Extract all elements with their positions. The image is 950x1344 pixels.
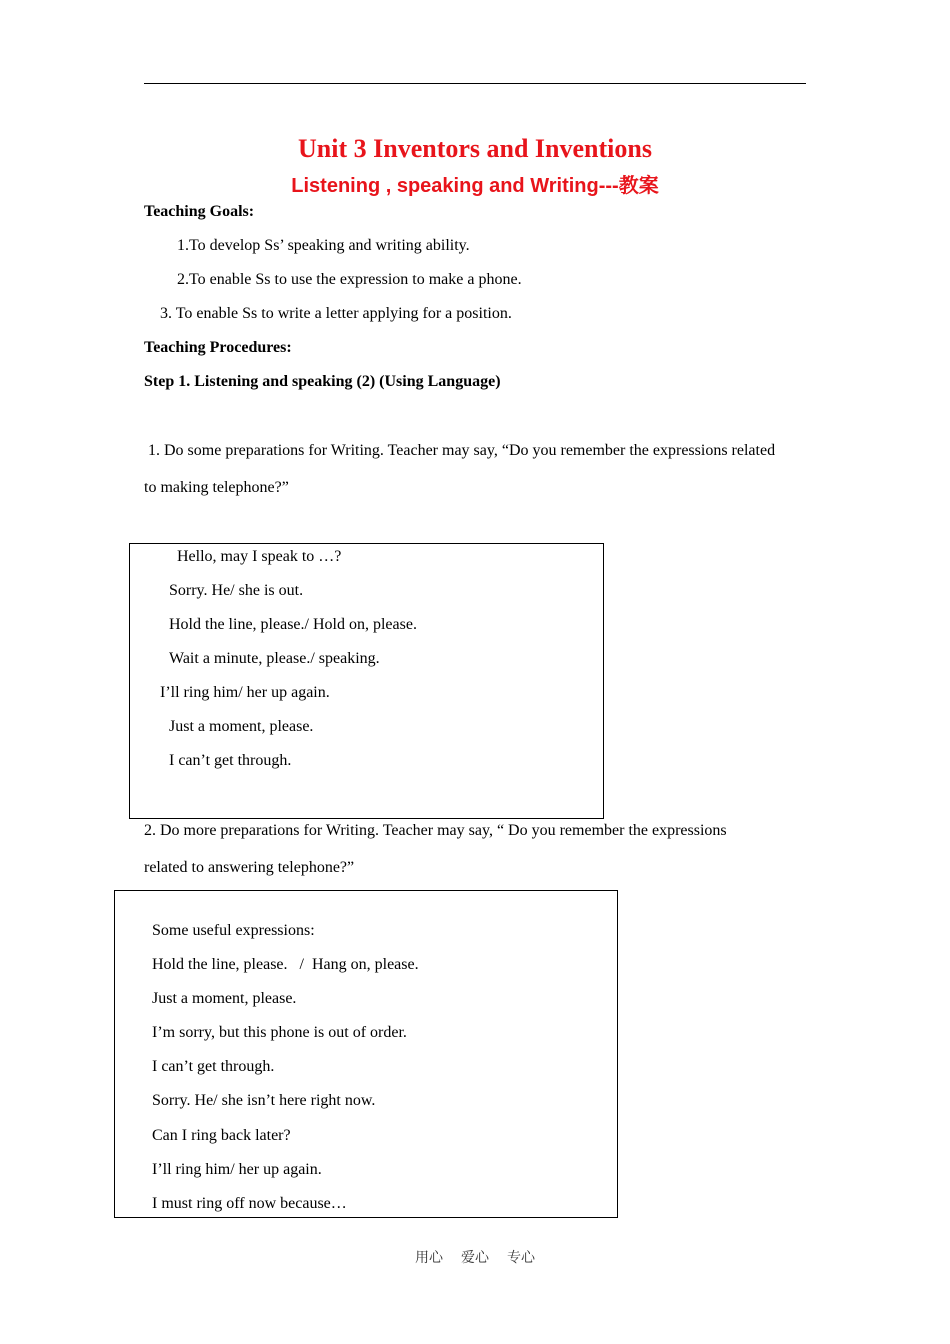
footer-item: 爱心 xyxy=(461,1250,489,1266)
box1-line: Hello, may I speak to …? xyxy=(177,548,342,565)
footer-item: 用心 xyxy=(415,1250,443,1266)
box1-line: Sorry. He/ she is out. xyxy=(169,582,304,599)
box2-line: Sorry. He/ she isn’t here right now. xyxy=(152,1092,376,1109)
goals-heading: Teaching Goals: xyxy=(144,203,255,220)
box2-line: Just a moment, please. xyxy=(152,990,297,1007)
box1-line: Just a moment, please. xyxy=(169,718,314,735)
paragraph-line: related to answering telephone?” xyxy=(144,859,355,876)
box2-line: I’m sorry, but this phone is out of order. xyxy=(152,1024,407,1041)
box1-line: Wait a minute, please./ speaking. xyxy=(169,650,380,667)
document-title: Unit 3 Inventors and Inventions xyxy=(298,134,652,163)
box1-line: I’ll ring him/ her up again. xyxy=(160,684,330,701)
box1-line: I can’t get through. xyxy=(169,752,292,769)
header-rule xyxy=(144,83,806,84)
procedures-heading: Teaching Procedures: xyxy=(144,339,292,356)
paragraph-line: 1. Do some preparations for Writing. Teacher may say, “Do you remember the expressions related xyxy=(148,442,776,459)
box1-line: Hold the line, please./ Hold on, please. xyxy=(169,616,417,633)
box2-line: I can’t get through. xyxy=(152,1058,275,1075)
goal-item: 1.To develop Ss’ speaking and writing ability. xyxy=(177,237,470,254)
paragraph-line: to making telephone?” xyxy=(144,479,289,496)
box2-line: I’ll ring him/ her up again. xyxy=(152,1161,322,1178)
box2-line: Can I ring back later? xyxy=(152,1127,291,1144)
box2-line: I must ring off now because… xyxy=(152,1195,347,1212)
goal-item: 3. To enable Ss to write a letter applying for a position. xyxy=(160,305,512,322)
paragraph-line: 2. Do more preparations for Writing. Teacher may say, “ Do you remember the expressions xyxy=(144,822,727,839)
goal-item: 2.To enable Ss to use the expression to make a phone. xyxy=(177,271,522,288)
step1-heading: Step 1. Listening and speaking (2) (Using Language) xyxy=(144,373,501,390)
footer-item: 专心 xyxy=(507,1250,535,1266)
page-footer xyxy=(0,1248,950,1268)
box2-line: Some useful expressions: xyxy=(152,922,315,939)
document-subtitle: Listening , speaking and Writing---教案 xyxy=(291,175,659,197)
box2-line: Hold the line, please. / Hang on, please. xyxy=(152,956,419,973)
